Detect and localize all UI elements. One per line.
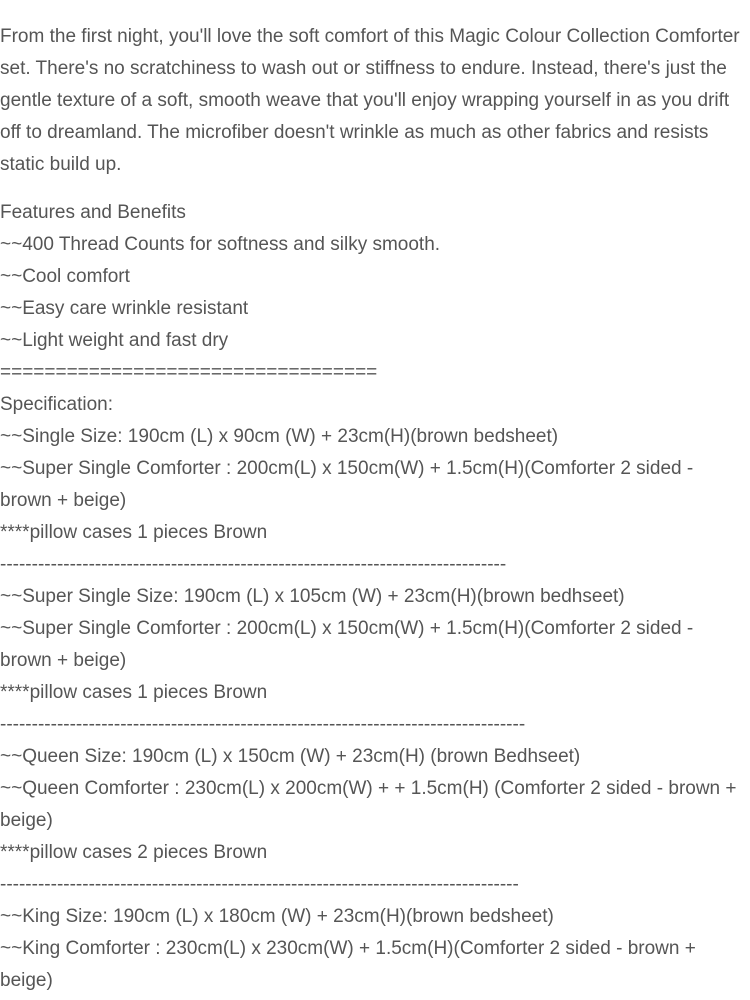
intro-paragraph: From the first night, you'll love the soft comfort of this Magic Colour Collection Comforter set. There's no scratchiness to wash out or stiffness to endure. Instead, there's just the gentle texture of a soft, smooth weave that you'll enjoy wrapping yourself in as you drift off to dreamland. The microfiber doesn't wrinkle as much as other fabrics and resists static build up.: [0, 26, 740, 175]
single-comforter-spec: ~~Super Single Comforter : 200cm(L) x 150cm(W) + 1.5cm(H)(Comforter 2 sided - brown + beige): [0, 458, 694, 511]
feature-item: ~~Light weight and fast dry: [0, 330, 229, 351]
queen-size-spec: ~~Queen Size: 190cm (L) x 150cm (W) + 23cm(H) (brown Bedhseet): [0, 746, 581, 767]
super-single-pillow-spec: ****pillow cases 1 pieces Brown: [0, 682, 268, 703]
features-heading: Features and Benefits: [0, 202, 186, 223]
super-single-comforter-spec: ~~Super Single Comforter : 200cm(L) x 150cm(W) + 1.5cm(H)(Comforter 2 sided - brown + beige): [0, 618, 694, 671]
single-divider: --------------------------------------------------------------------------------: [0, 554, 507, 575]
specification-heading: Specification:: [0, 394, 114, 415]
features-section: [0, 197, 745, 389]
feature-item: ~~Easy care wrinkle resistant: [0, 298, 249, 319]
feature-item: ~~400 Thread Counts for softness and silky smooth.: [0, 234, 441, 255]
king-size-spec: ~~King Size: 190cm (L) x 180cm (W) + 23cm(H)(brown bedsheet): [0, 906, 554, 927]
queen-pillow-spec: ****pillow cases 2 pieces Brown: [0, 842, 268, 863]
single-size-spec: ~~Single Size: 190cm (L) x 90cm (W) + 23cm(H)(brown bedsheet): [0, 426, 559, 447]
feature-item: ~~Cool comfort: [0, 266, 130, 287]
specification-section: [0, 389, 745, 997]
paragraph-gap: [0, 181, 745, 197]
super-single-size-spec: ~~Super Single Size: 190cm (L) x 105cm (W) + 23cm(H)(brown bedhseet): [0, 586, 625, 607]
king-comforter-spec: ~~King Comforter : 230cm(L) x 230cm(W) + 1.5cm(H)(Comforter 2 sided - brown + beige): [0, 938, 696, 991]
product-description: [0, 21, 745, 997]
super-single-divider: -----------------------------------------------------------------------------------: [0, 714, 526, 735]
queen-divider: ----------------------------------------------------------------------------------: [0, 874, 519, 895]
features-divider: ==================================: [0, 362, 378, 383]
single-pillow-spec: ****pillow cases 1 pieces Brown: [0, 522, 268, 543]
queen-comforter-spec: ~~Queen Comforter : 230cm(L) x 200cm(W) + + 1.5cm(H) (Comforter 2 sided - brown + beige): [0, 778, 737, 831]
